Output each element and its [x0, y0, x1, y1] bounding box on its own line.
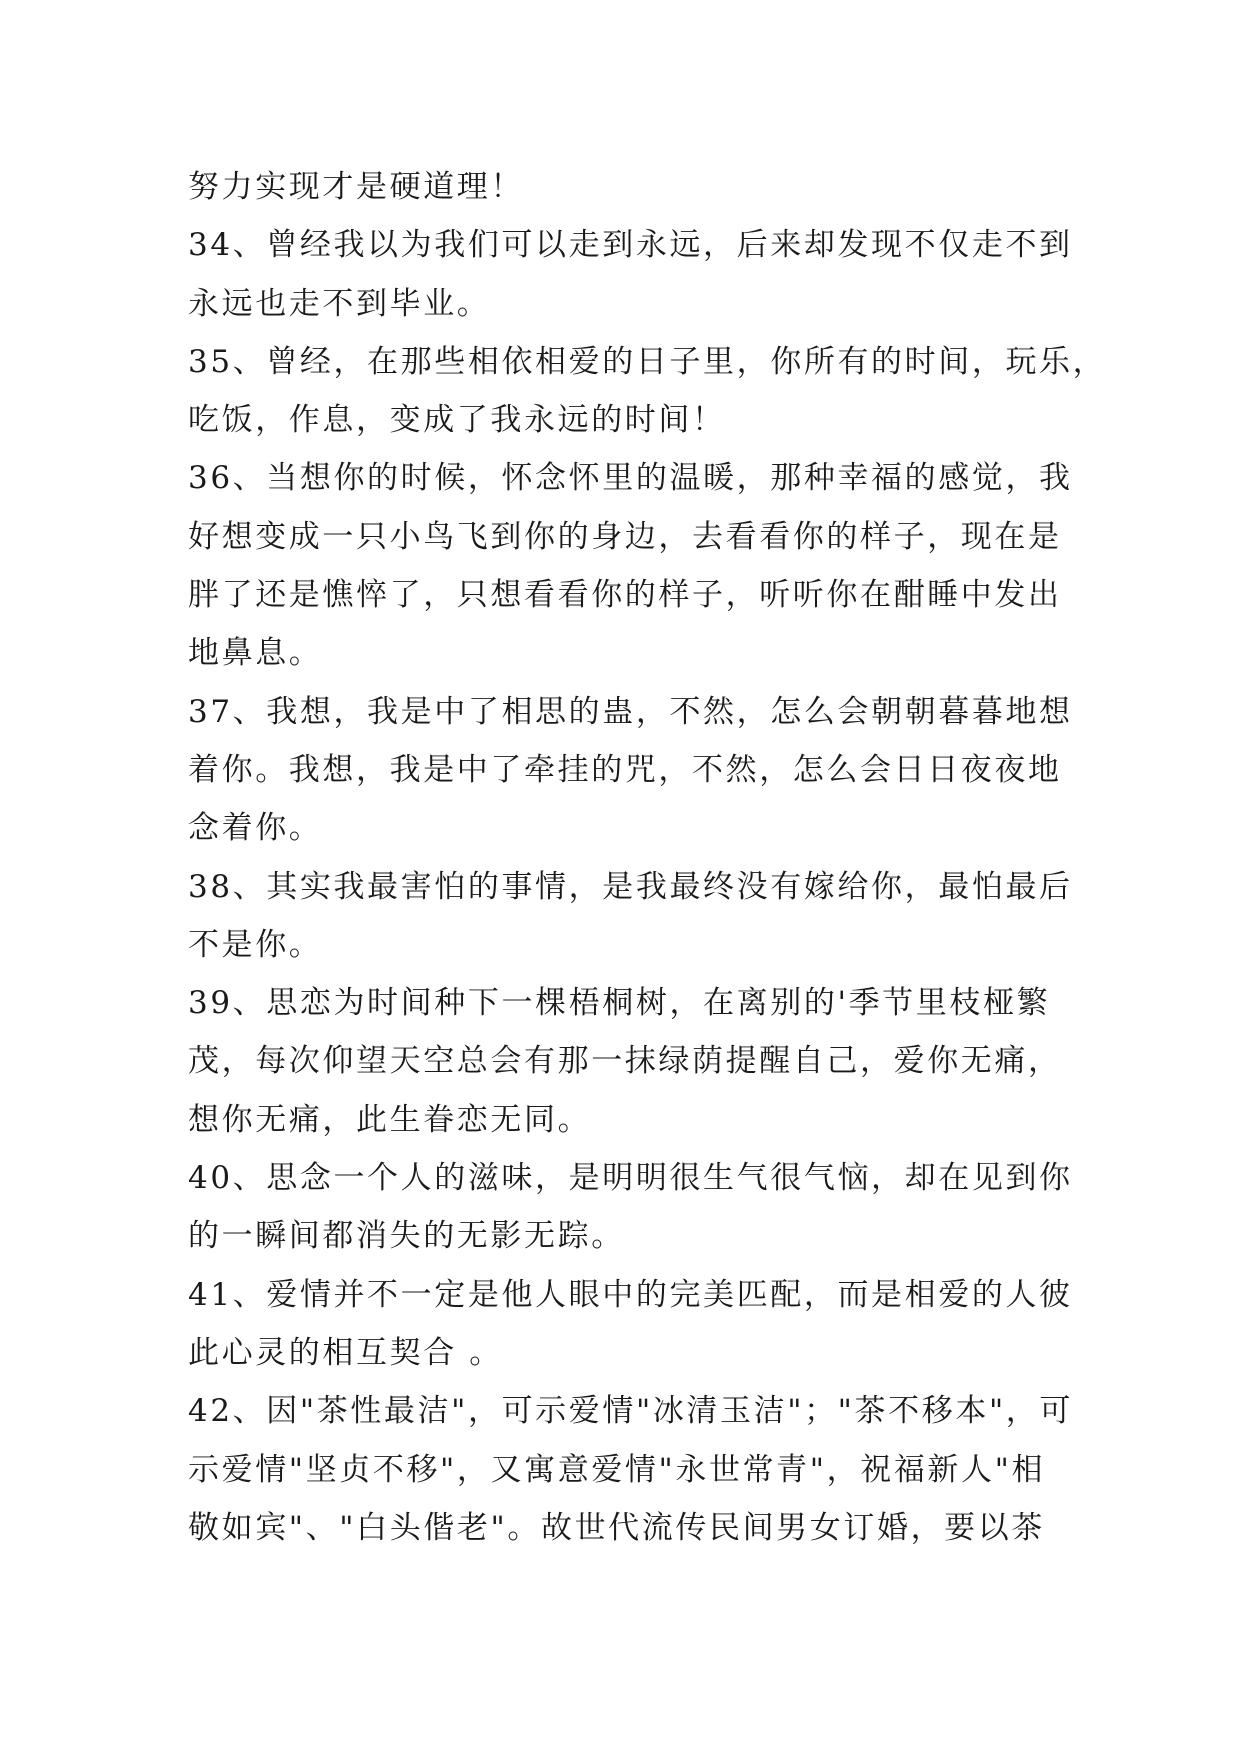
text-line: 念着你。 [188, 810, 323, 847]
text-line: 37、我想，我是中了相思的蛊，不然，怎么会朝朝暮暮地想 [188, 693, 1073, 730]
text-line: 着你。我想，我是中了牵挂的咒，不然，怎么会日日夜夜地 [188, 751, 1062, 788]
text-line: 35、曾经，在那些相依相爱的日子里，你所有的时间，玩乐， [188, 343, 1107, 380]
text-line: 茂，每次仰望天空总会有那一抹绿荫提醒自己，爱你无痛， [188, 1043, 1062, 1080]
document-body [188, 158, 1107, 1557]
text-line: 42、因"茶性最洁"，可示爱情"冰清玉洁"；"茶不移本"，可 [188, 1393, 1073, 1430]
text-line: 的一瞬间都消失的无影无踪。 [188, 1218, 625, 1255]
text-line: 吃饭，作息，变成了我永远的时间！ [188, 402, 726, 439]
text-line: 41、爱情并不一定是他人眼中的完美匹配，而是相爱的人彼 [188, 1276, 1073, 1313]
text-line: 地鼻息。 [188, 635, 323, 672]
text-line: 永远也走不到毕业。 [188, 285, 491, 322]
text-line: 胖了还是憔悴了，只想看看你的样子，听听你在酣睡中发出 [188, 577, 1062, 614]
text-line: 不是你。 [188, 926, 323, 963]
text-line: 36、当想你的时候，怀念怀里的温暖，那种幸福的感觉，我 [188, 460, 1073, 497]
text-line: 34、曾经我以为我们可以走到永远，后来却发现不仅走不到 [188, 227, 1073, 264]
text-line: 想你无痛，此生眷恋无同。 [188, 1101, 592, 1138]
text-line: 示爱情"坚贞不移"，又寓意爱情"永世常青"，祝福新人"相 [188, 1451, 1046, 1488]
text-line: 38、其实我最害怕的事情，是我最终没有嫁给你，最怕最后 [188, 868, 1073, 905]
text-line: 努力实现才是硬道理！ [188, 169, 524, 205]
text-line: 40、思念一个人的滋味，是明明很生气很气恼，却在见到你 [188, 1160, 1073, 1197]
text-line: 敬如宾"、"白头偕老"。故世代流传民间男女订婚，要以茶 [188, 1509, 1045, 1546]
text-line: 好想变成一只小鸟飞到你的身边，去看看你的样子，现在是 [188, 518, 1062, 555]
text-line: 39、思恋为时间种下一棵梧桐树，在离别的'季节里枝桠繁 [188, 985, 1051, 1022]
text-line: 此心灵的相互契合 。 [188, 1334, 503, 1371]
